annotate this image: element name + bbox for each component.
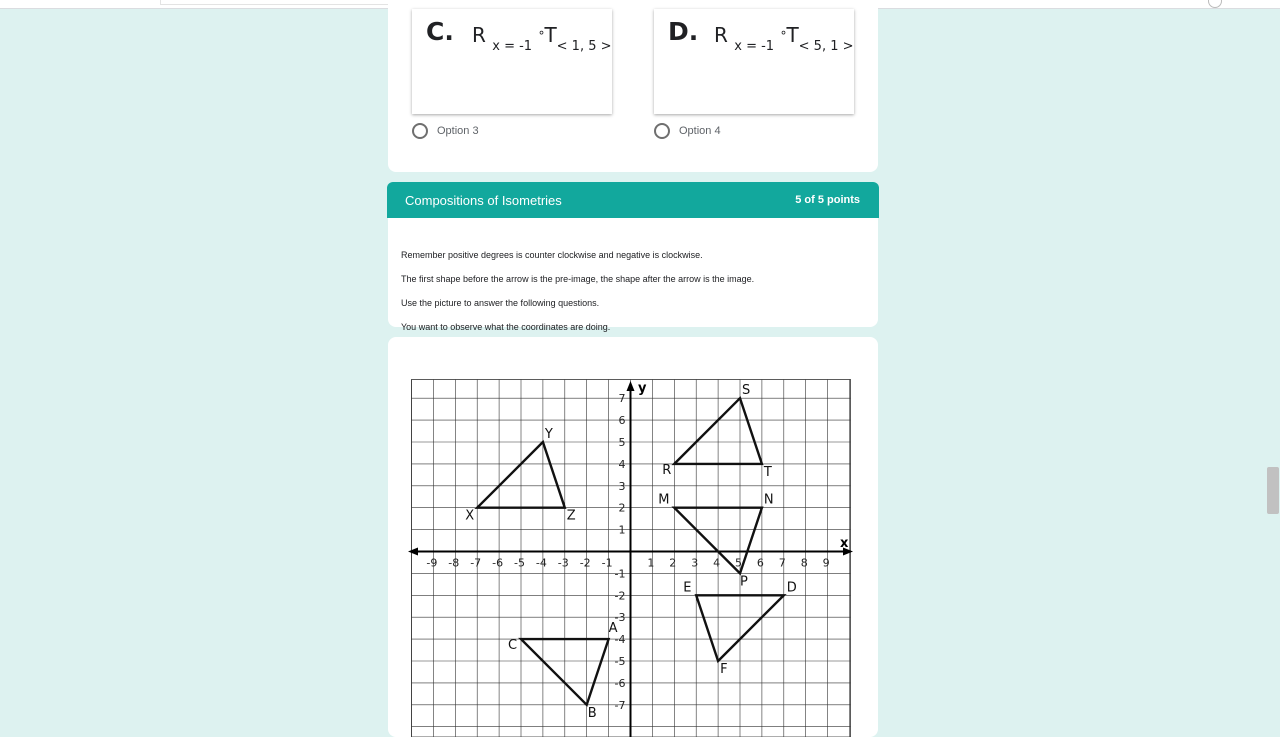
option-3-row[interactable] — [412, 123, 479, 139]
y-tick-label: -7 — [615, 699, 626, 712]
x-tick-label: 4 — [713, 557, 720, 570]
section-description-card — [388, 218, 878, 327]
formula-compose: ° — [780, 29, 786, 43]
x-tick-label: -1 — [602, 557, 613, 570]
vertex-label: Z — [567, 509, 576, 524]
vertex-label: P — [740, 574, 748, 589]
option-3-radio[interactable] — [412, 123, 428, 139]
y-tick-label: 4 — [619, 458, 626, 471]
description-line: Remember positive degrees is counter clockwise and negative is clockwise. — [401, 249, 861, 261]
vertex-label: M — [658, 493, 669, 508]
profile-icon[interactable] — [1208, 0, 1222, 8]
x-tick-label: 9 — [823, 557, 830, 570]
x-tick-label: -5 — [514, 557, 525, 570]
formula-t: T — [786, 23, 798, 47]
y-tick-label: -2 — [615, 589, 626, 602]
description-line: You want to observe what the coordinates are doing. — [401, 321, 861, 333]
y-axis-arrow — [627, 381, 635, 391]
vertex-label: T — [763, 465, 772, 480]
vertex-label: E — [683, 580, 691, 595]
option-4-row[interactable] — [654, 123, 721, 139]
y-tick-label: 6 — [619, 414, 626, 427]
scrollbar-thumb[interactable] — [1267, 467, 1279, 514]
x-tick-label: -3 — [558, 557, 569, 570]
x-tick-label: -9 — [426, 557, 437, 570]
section-header — [387, 182, 879, 218]
y-tick-label: -4 — [615, 633, 626, 646]
option-image-c — [412, 9, 612, 114]
x-tick-label: 6 — [757, 557, 764, 570]
y-tick-label: 1 — [619, 524, 626, 537]
vertex-label: D — [787, 580, 797, 595]
option-letter: D. — [668, 17, 698, 46]
option-image-d — [654, 9, 854, 114]
y-axis-label: y — [638, 381, 647, 396]
x-tick-label: 3 — [691, 557, 698, 570]
x-tick-label: -6 — [492, 557, 503, 570]
option-3-label[interactable]: Option 3 — [437, 125, 479, 137]
y-tick-label: 5 — [619, 436, 626, 449]
description-line: The first shape before the arrow is the pre-image, the shape after the arrow is the image. — [401, 273, 861, 285]
x-tick-label: -7 — [470, 557, 481, 570]
graph-card — [388, 337, 878, 737]
option-4-radio[interactable] — [654, 123, 670, 139]
vertex-label: F — [720, 662, 727, 677]
y-tick-label: -6 — [615, 677, 626, 690]
section-points: 5 of 5 points — [795, 194, 860, 206]
formula-compose: ° — [538, 29, 544, 43]
x-tick-label: 2 — [669, 557, 676, 570]
vertex-label: N — [764, 493, 774, 508]
vertex-label: Y — [544, 427, 553, 442]
coordinate-graph — [388, 337, 878, 737]
option-letter: C. — [426, 17, 454, 46]
option-4-label[interactable]: Option 4 — [679, 125, 721, 137]
x-tick-label: -8 — [448, 557, 459, 570]
x-axis-arrow-left — [408, 548, 418, 556]
x-tick-label: 1 — [647, 557, 654, 570]
formula-subscript-1: x = -1 — [492, 39, 532, 54]
vertex-label: B — [588, 706, 597, 721]
option-formula — [714, 23, 854, 47]
y-tick-label: 7 — [619, 392, 626, 405]
x-tick-label: -2 — [580, 557, 591, 570]
x-tick-label: 8 — [801, 557, 808, 570]
y-tick-label: 2 — [619, 502, 626, 515]
y-tick-label: -3 — [615, 611, 626, 624]
vertex-label: S — [742, 383, 750, 398]
formula-t: T — [544, 23, 556, 47]
vertex-label: R — [662, 463, 671, 478]
description-line: Use the picture to answer the following questions. — [401, 297, 861, 309]
x-axis-label: x — [840, 536, 849, 551]
formula-subscript-1: x = -1 — [734, 39, 774, 54]
y-tick-label: 3 — [619, 480, 626, 493]
section-title: Compositions of Isometries — [405, 193, 562, 208]
question-card-options — [388, 0, 878, 172]
formula-r: R — [714, 23, 728, 47]
y-tick-label: -1 — [615, 567, 626, 580]
x-tick-label: 5 — [735, 557, 742, 570]
vertex-label: A — [609, 621, 618, 636]
vertex-label: X — [465, 509, 474, 524]
y-tick-label: -5 — [615, 655, 626, 668]
x-tick-label: 7 — [779, 557, 786, 570]
vertex-label: C — [508, 638, 517, 653]
formula-subscript-2: < 1, 5 > — [557, 39, 612, 54]
formula-r: R — [472, 23, 486, 47]
option-formula — [472, 23, 612, 47]
formula-subscript-2: < 5, 1 > — [799, 39, 854, 54]
x-tick-label: -4 — [536, 557, 547, 570]
